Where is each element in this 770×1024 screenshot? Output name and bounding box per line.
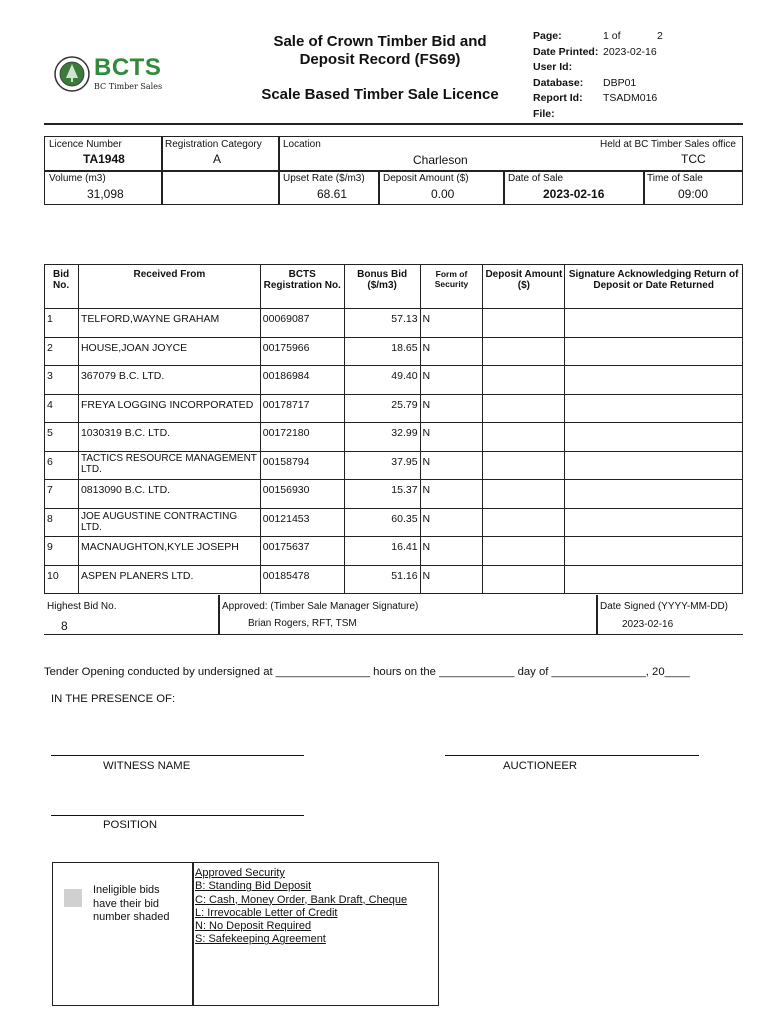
bid-no: 7	[45, 480, 79, 509]
file-label: File:	[533, 107, 555, 120]
date-signed-label: Date Signed (YYYY-MM-DD)	[600, 601, 729, 612]
bid-no: 5	[45, 423, 79, 452]
header-bid-no: Bid No.	[45, 265, 79, 309]
highest-bid-value: 8	[61, 619, 68, 633]
volume-label: Volume (m3)	[49, 173, 106, 184]
position-label: POSITION	[103, 819, 157, 831]
header-signature: Signature Acknowledging Return of Deposit or Date Returned	[565, 265, 743, 309]
signature-cell	[565, 480, 743, 509]
deposit-amount	[483, 394, 565, 423]
shaded-swatch	[64, 889, 82, 907]
received-from: MACNAUGHTON,KYLE JOSEPH	[78, 537, 260, 566]
header-received-from: Received From	[78, 265, 260, 309]
bids-table	[44, 264, 743, 594]
bid-no: 3	[45, 366, 79, 395]
received-from: 367079 B.C. LTD.	[78, 366, 260, 395]
signature-cell	[565, 394, 743, 423]
licence-number-label: Licence Number	[49, 139, 122, 150]
table-row	[45, 508, 743, 537]
tender-sentence: Tender Opening conducted by undersigned at _______________ hours on the ____________ day of _______________, 20____	[44, 666, 690, 678]
licence-col-divider	[278, 137, 280, 204]
registration-no: 00156930	[260, 480, 344, 509]
header-form-of-security: Form of Security	[420, 265, 483, 309]
licence-number: TA1948	[83, 152, 125, 166]
approval-divider	[218, 595, 220, 635]
bonus-bid: 57.13	[344, 309, 420, 338]
date-of-sale-value: 2023-02-16	[543, 187, 605, 201]
bonus-bid: 18.65	[344, 337, 420, 366]
registration-no: 00069087	[260, 309, 344, 338]
bid-no: 1	[45, 309, 79, 338]
licence-row-divider	[45, 170, 742, 172]
legend-item: Approved Security	[195, 867, 285, 879]
bonus-bid: 32.99	[344, 423, 420, 452]
approver-name: Brian Rogers, RFT, TSM	[248, 618, 357, 629]
registration-no: 00175966	[260, 337, 344, 366]
date-of-sale-label: Date of Sale	[508, 173, 564, 184]
security-legend	[195, 867, 407, 947]
auctioneer-label: AUCTIONEER	[503, 760, 578, 772]
approval-divider	[596, 595, 598, 635]
table-row	[45, 565, 743, 594]
page-total: 2	[657, 30, 663, 42]
bonus-bid: 51.16	[344, 565, 420, 594]
deposit-amount	[483, 508, 565, 537]
bonus-bid: 25.79	[344, 394, 420, 423]
deposit-label: Deposit Amount ($)	[383, 173, 469, 184]
signature-cell	[565, 565, 743, 594]
signature-cell	[565, 309, 743, 338]
logo-subtext: BC Timber Sales	[94, 82, 163, 91]
legend-divider	[192, 863, 194, 1005]
deposit-amount	[483, 480, 565, 509]
received-from: 1030319 B.C. LTD.	[78, 423, 260, 452]
registration-no: 00158794	[260, 451, 344, 480]
bonus-bid: 37.95	[344, 451, 420, 480]
location-label: Location	[283, 139, 321, 150]
legend-item: L: Irrevocable Letter of Credit	[195, 906, 338, 919]
date-signed-value: 2023-02-16	[622, 619, 674, 630]
received-from: ASPEN PLANERS LTD.	[78, 565, 260, 594]
highest-bid-label: Highest Bid No.	[47, 601, 117, 612]
form-of-security: N	[420, 565, 483, 594]
form-of-security: N	[420, 508, 483, 537]
bonus-bid: 49.40	[344, 366, 420, 395]
received-from: JOE AUGUSTINE CONTRACTING LTD.	[78, 508, 260, 537]
bid-no: 10	[45, 565, 79, 594]
header-bonus-bid: Bonus Bid ($/m3)	[344, 265, 420, 309]
table-row	[45, 480, 743, 509]
header-registration-no: BCTS Registration No.	[260, 265, 344, 309]
deposit-amount	[483, 537, 565, 566]
signature-cell	[565, 451, 743, 480]
form-of-security: N	[420, 423, 483, 452]
user-id-label: User Id:	[533, 61, 573, 73]
registration-no: 00175637	[260, 537, 344, 566]
received-from: TACTICS RESOURCE MANAGEMENT LTD.	[78, 451, 260, 480]
legend-item: B: Standing Bid Deposit	[195, 880, 312, 893]
form-of-security: N	[420, 337, 483, 366]
form-of-security: N	[420, 366, 483, 395]
table-row	[45, 423, 743, 452]
licence-col-divider	[161, 137, 163, 204]
bonus-bid: 15.37	[344, 480, 420, 509]
received-from: TELFORD,WAYNE GRAHAM	[78, 309, 260, 338]
table-row	[45, 366, 743, 395]
report-subtitle: Scale Based Timber Sale Licence	[261, 86, 499, 103]
legend-item: S: Safekeeping Agreement	[195, 933, 326, 946]
deposit-value: 0.00	[431, 187, 455, 201]
form-of-security: N	[420, 537, 483, 566]
deposit-amount	[483, 366, 565, 395]
registration-no: 00121453	[260, 508, 344, 537]
licence-col-divider	[378, 170, 380, 204]
registration-no: 00172180	[260, 423, 344, 452]
form-of-security: N	[420, 394, 483, 423]
report-id-label: Report Id:	[533, 92, 583, 104]
signature-cell	[565, 366, 743, 395]
registration-no: 00178717	[260, 394, 344, 423]
signature-cell	[565, 508, 743, 537]
received-from: FREYA LOGGING INCORPORATED	[78, 394, 260, 423]
received-from: HOUSE,JOAN JOYCE	[78, 337, 260, 366]
ineligible-note: Ineligible bids have their bid number shaded	[93, 884, 170, 923]
auctioneer-signature-line[interactable]	[445, 755, 699, 756]
date-printed-label: Date Printed:	[533, 45, 599, 58]
bid-no: 4	[45, 394, 79, 423]
title-line2: Deposit Record (FS69)	[299, 51, 461, 68]
bcts-logo	[54, 44, 174, 102]
bonus-bid: 60.35	[344, 508, 420, 537]
legend-item: N: No Deposit Required	[195, 920, 312, 933]
presence-label: IN THE PRESENCE OF:	[51, 693, 176, 705]
location-value: Charleson	[413, 153, 468, 167]
table-row	[45, 394, 743, 423]
date-printed-value: 2023-02-16	[603, 45, 657, 58]
office-value: TCC	[681, 152, 706, 166]
bid-no: 8	[45, 508, 79, 537]
approval-row	[44, 595, 743, 635]
deposit-amount	[483, 309, 565, 338]
page-label: Page:	[533, 30, 562, 42]
deposit-amount	[483, 451, 565, 480]
signature-cell	[565, 423, 743, 452]
bid-no: 6	[45, 451, 79, 480]
logo-text: BCTS	[94, 54, 162, 81]
witness-name-label: WITNESS NAME	[103, 760, 191, 772]
bid-no: 9	[45, 537, 79, 566]
licence-col-divider	[503, 170, 505, 204]
received-from: 0813090 B.C. LTD.	[78, 480, 260, 509]
deposit-amount	[483, 423, 565, 452]
deposit-amount	[483, 565, 565, 594]
registration-no: 00186984	[260, 366, 344, 395]
licence-info-box	[44, 136, 743, 205]
header-divider	[44, 123, 743, 125]
table-row	[45, 337, 743, 366]
upset-rate-label: Upset Rate ($/m3)	[283, 173, 365, 184]
signature-cell	[565, 537, 743, 566]
table-row	[45, 537, 743, 566]
title-line1: Sale of Crown Timber Bid and	[273, 33, 487, 50]
header-deposit-amount: Deposit Amount ($)	[483, 265, 565, 309]
table-row	[45, 451, 743, 480]
witness-signature-line[interactable]	[51, 755, 304, 756]
deposit-amount	[483, 337, 565, 366]
registration-category: A	[213, 152, 222, 166]
office-label: Held at BC Timber Sales office	[600, 139, 736, 150]
form-of-security: N	[420, 451, 483, 480]
time-of-sale-label: Time of Sale	[647, 173, 703, 184]
time-of-sale-value: 09:00	[678, 187, 709, 201]
legend-item: C: Cash, Money Order, Bank Draft, Cheque	[195, 893, 408, 906]
approved-label: Approved: (Timber Sale Manager Signature)	[222, 601, 419, 612]
report-id-value: TSADM016	[603, 92, 658, 104]
bid-no: 2	[45, 337, 79, 366]
page-value: 1 of	[603, 30, 621, 42]
volume-value: 31,098	[87, 187, 124, 201]
database-value: DBP01	[603, 76, 637, 89]
upset-rate-value: 68.61	[317, 187, 348, 201]
signature-cell	[565, 337, 743, 366]
bids-header-row	[45, 265, 743, 309]
registration-no: 00185478	[260, 565, 344, 594]
form-of-security: N	[420, 480, 483, 509]
position-signature-line[interactable]	[51, 815, 304, 816]
database-label: Database:	[533, 76, 584, 89]
registration-category-label: Registration Category	[165, 139, 262, 150]
licence-col-divider	[643, 170, 645, 204]
table-row	[45, 309, 743, 338]
report-meta	[533, 29, 663, 122]
bonus-bid: 16.41	[344, 537, 420, 566]
form-of-security: N	[420, 309, 483, 338]
